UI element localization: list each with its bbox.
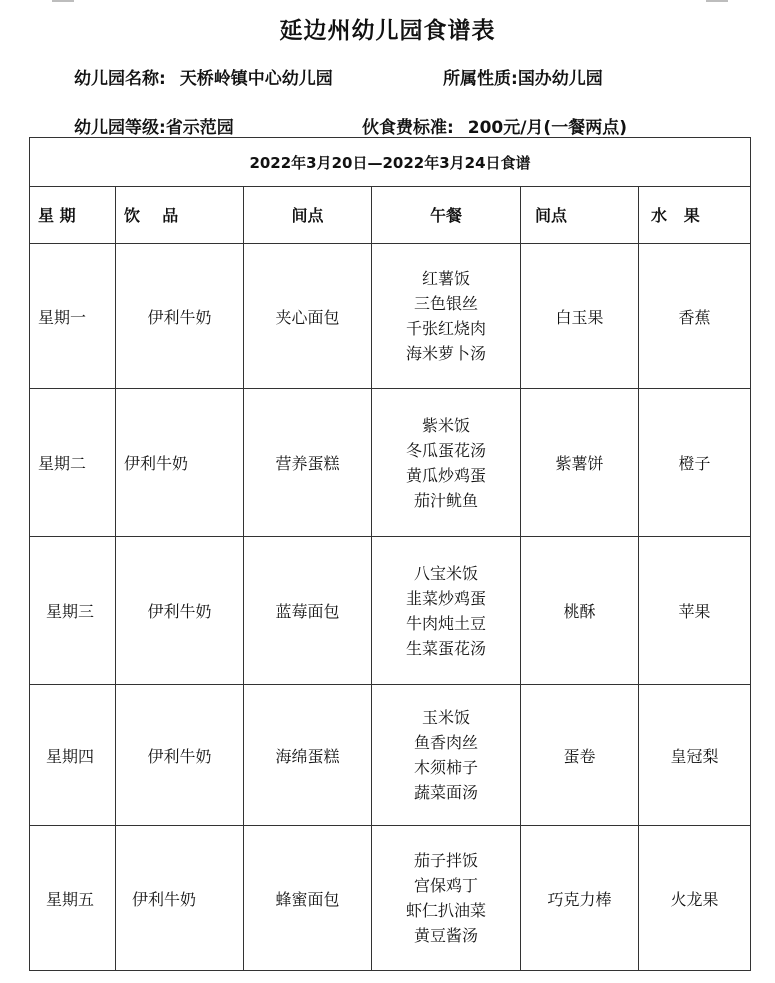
kindergarten-level-label: 幼儿园等级: (74, 118, 166, 138)
afternoon-snack-cell: 白玉果 (521, 244, 639, 389)
lunch-dish: 茄汁鱿鱼 (413, 490, 478, 510)
afternoon-snack-cell: 蛋卷 (521, 685, 639, 826)
lunch-dish: 蔬菜面汤 (413, 783, 478, 802)
drink-cell: 伊利牛奶 (116, 389, 244, 537)
lunch-dish: 黄豆酱汤 (413, 926, 478, 945)
meal-fee-value: 200元/月(一餐两点) (467, 118, 627, 138)
page-title: 延边州幼儿园食谱表 (279, 18, 496, 44)
lunch-dish: 黄瓜炒鸡蛋 (405, 465, 486, 485)
fruit-cell: 苹果 (639, 537, 750, 685)
ownership-nature-label: 所属性质: (443, 69, 518, 89)
day-cell: 星期五 (30, 826, 116, 970)
afternoon-snack-cell: 巧克力棒 (521, 826, 639, 970)
drink-cell: 伊利牛奶 (116, 685, 244, 826)
lunch-dish: 牛肉炖土豆 (405, 613, 486, 633)
header-day: 星 期 (30, 186, 116, 244)
drink-cell: 伊利牛奶 (116, 826, 244, 970)
lunch-cell (372, 826, 521, 970)
scan-edge-mark-right (706, 0, 728, 2)
fruit-cell: 香蕉 (639, 244, 750, 389)
scan-edge-mark-left (52, 0, 74, 2)
ownership-nature-value: 国办幼儿园 (517, 69, 603, 89)
morning-snack-cell: 营养蛋糕 (244, 389, 372, 537)
header-fruit: 水 果 (639, 186, 750, 244)
kindergarten-name (74, 64, 333, 89)
kindergarten-name-label: 幼儿园名称: (74, 69, 166, 89)
meal-fee-label: 伙食费标准: (362, 118, 454, 138)
meal-fee (362, 113, 627, 138)
lunch-cell (372, 389, 521, 537)
lunch-cell (372, 244, 521, 389)
day-cell: 星期三 (30, 537, 116, 685)
lunch-dish: 韭菜炒鸡蛋 (405, 588, 486, 608)
header-lunch: 午餐 (372, 186, 521, 244)
lunch-dish: 红薯饭 (421, 269, 470, 288)
day-cell: 星期四 (30, 685, 116, 826)
kindergarten-level-value: 省示范园 (165, 118, 234, 138)
header-afternoon-snack: 间点 (521, 186, 639, 244)
afternoon-snack-cell: 桃酥 (521, 537, 639, 685)
menu-table-caption: 2022年3月20日—2022年3月24日食谱 (30, 138, 750, 187)
menu-table (29, 137, 751, 971)
fruit-cell: 火龙果 (670, 889, 719, 909)
lunch-cell (372, 685, 521, 826)
lunch-dish: 冬瓜蛋花汤 (405, 440, 486, 460)
day-cell: 星期一 (30, 244, 116, 389)
kindergarten-level (74, 113, 234, 138)
lunch-cell (372, 537, 521, 685)
lunch-dish: 鱼香肉丝 (413, 733, 478, 752)
morning-snack-cell: 海绵蛋糕 (244, 685, 372, 826)
lunch-dish: 宫保鸡丁 (413, 876, 478, 895)
lunch-dish: 紫米饭 (421, 415, 470, 435)
lunch-dish: 玉米饭 (421, 708, 470, 727)
ownership-nature (443, 64, 603, 89)
fruit-cell: 橙子 (639, 389, 750, 537)
lunch-dish: 茄子拌饭 (413, 851, 478, 870)
lunch-dish: 海米萝卜汤 (405, 344, 486, 363)
drink-cell: 伊利牛奶 (116, 244, 244, 389)
header-morning-snack: 间点 (244, 186, 372, 244)
lunch-dish: 生菜蛋花汤 (405, 638, 486, 658)
fruit-cell: 皇冠梨 (639, 685, 750, 826)
morning-snack-cell: 蜂蜜面包 (244, 826, 372, 970)
day-cell: 星期二 (30, 389, 116, 537)
lunch-dish: 木须柿子 (413, 758, 478, 777)
drink-cell: 伊利牛奶 (116, 537, 244, 685)
lunch-dish: 八宝米饭 (413, 563, 478, 583)
morning-snack-cell: 蓝莓面包 (244, 537, 372, 685)
lunch-dish: 虾仁扒油菜 (405, 901, 486, 920)
afternoon-snack-cell: 紫薯饼 (521, 389, 639, 537)
lunch-dish: 千张红烧肉 (405, 319, 486, 338)
morning-snack-cell: 夹心面包 (244, 244, 372, 389)
header-drink: 饮 品 (116, 186, 244, 244)
kindergarten-name-value: 天桥岭镇中心幼儿园 (179, 69, 333, 89)
lunch-dish: 三色银丝 (413, 294, 478, 313)
